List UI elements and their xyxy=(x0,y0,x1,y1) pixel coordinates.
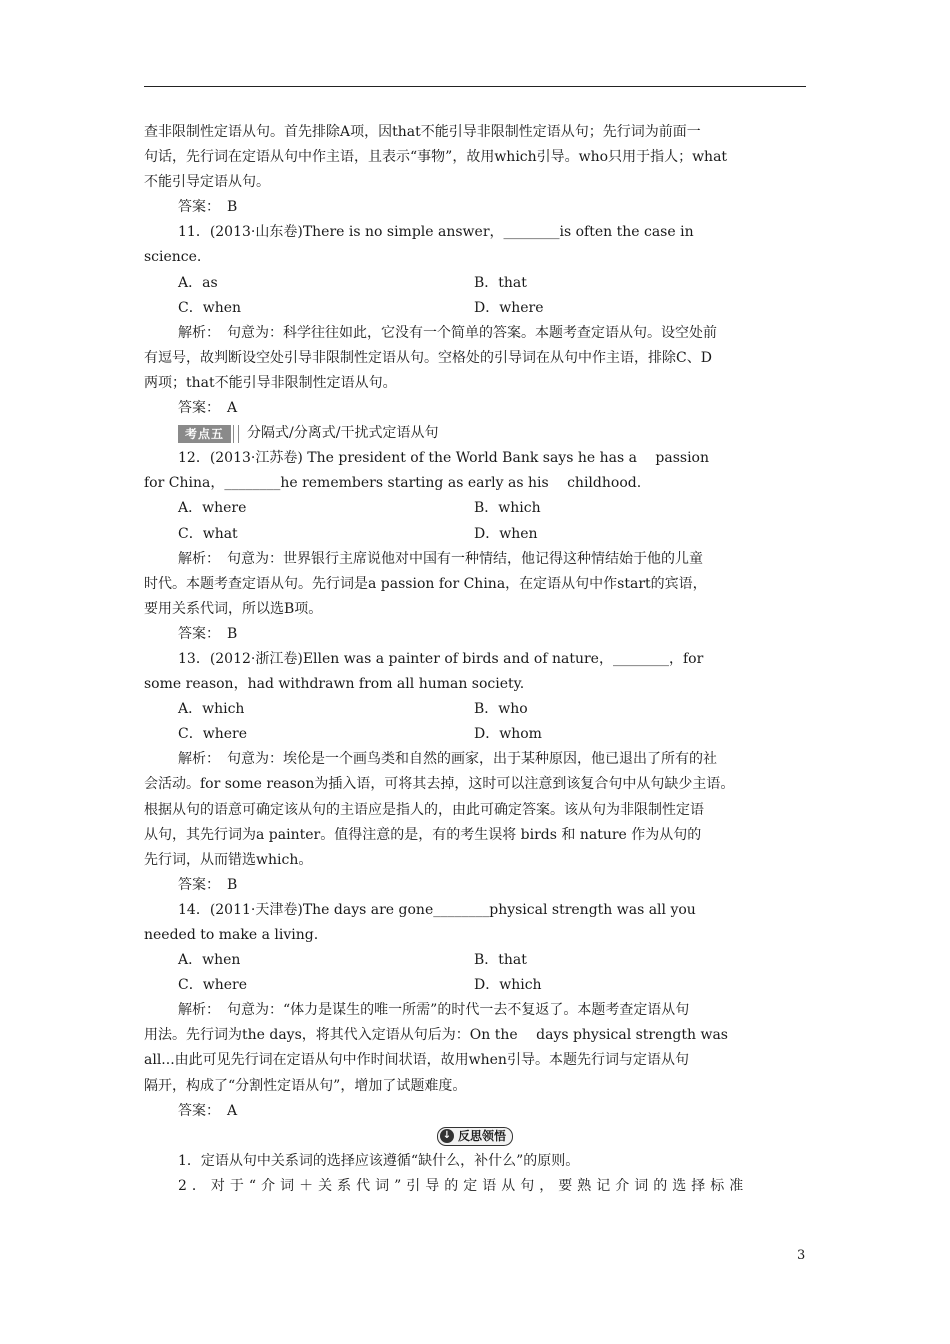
analysis-line: 解析： 句意为：埃伦是一个画鸟类和自然的画家，出于某种原因，他已退出了所有的社 xyxy=(178,751,717,768)
analysis-line: all...由此可见先行词在定语从句中作时间状语，故用when引导。本题先行词与定语从句 xyxy=(144,1052,689,1069)
analysis-line: 时代。本题考查定语从句。先行词是a passion for China，在定语从句中作start的宾语， xyxy=(144,575,707,592)
option: D．when xyxy=(474,525,538,542)
analysis-line: 从句，其先行词为a painter。值得注意的是，有的考生误将 birds 和 nature 作为从句的 xyxy=(144,826,702,843)
option: A．as xyxy=(178,274,218,291)
question-stem: for China，________he remembers starting as early as his childhood. xyxy=(144,475,642,492)
page-content xyxy=(144,120,806,1199)
option: B．that xyxy=(474,952,527,969)
option: A．which xyxy=(178,701,245,718)
analysis-line: 根据从句的语意可确定该从句的主语应是指人的，由此可确定答案。该从句为非限制性定语 xyxy=(144,801,704,818)
analysis-line: 两项；that不能引导非限制性定语从句。 xyxy=(144,374,397,391)
page-number: 3 xyxy=(797,1248,806,1263)
options-row xyxy=(144,973,806,998)
analysis-line: 查非限制性定语从句。首先排除A项，因that不能引导非限制性定语从句；先行词为前面一 xyxy=(144,124,701,140)
option: B．that xyxy=(474,274,527,291)
option: C．where xyxy=(178,977,247,994)
down-arrow-circle-icon: ↓ xyxy=(440,1129,454,1143)
option: A．when xyxy=(178,952,241,969)
options-row xyxy=(144,496,806,521)
reflection-header xyxy=(144,1124,806,1149)
option: C．where xyxy=(178,726,247,743)
option: A．where xyxy=(178,500,247,517)
options-row xyxy=(144,271,806,296)
analysis-line: 句话，先行词在定语从句中作主语，且表示“事物”，故用which引导。who只用于指人；what xyxy=(144,149,728,166)
badge-divider-icon xyxy=(233,425,239,443)
answer-line: 答案： B xyxy=(178,625,238,642)
question-stem: 14．(2011·天津卷)The days are gone________physical strength was all you xyxy=(178,901,696,918)
section-title: 分隔式/分离式/干扰式定语从句 xyxy=(247,425,439,442)
options-row xyxy=(144,522,806,547)
analysis-line: 会活动。for some reason为插入语，可将其去掉，这时可以注意到该复合句中从句缺少主语。 xyxy=(144,776,735,793)
answer-line: 答案： B xyxy=(178,876,238,893)
analysis-line: 用法。先行词为the days，将其代入定语从句后为：On the days physical strength was xyxy=(144,1027,728,1044)
analysis-line: 解析： 句意为：科学往往如此，它没有一个简单的答案。本题考查定语从句。设空处前 xyxy=(178,324,717,341)
question-stem: 11．(2013·山东卷)There is no simple answer，________is often the case in xyxy=(178,224,694,241)
answer-line: 答案： A xyxy=(178,400,238,417)
analysis-line: 先行词，从而错选which。 xyxy=(144,851,313,868)
question-stem: 12．(2013·江苏卷) The president of the World Bank says he has a passion xyxy=(178,450,709,467)
analysis-line: 不能引导定语从句。 xyxy=(144,174,270,191)
option: D．which xyxy=(474,977,542,994)
header-rule xyxy=(144,86,806,87)
reflection-title: 反思领悟 xyxy=(457,1128,506,1143)
question-stem: some reason，had withdrawn from all human society. xyxy=(144,676,525,693)
analysis-line: 隔开，构成了“分割性定语从句”，增加了试题难度。 xyxy=(144,1077,467,1094)
reflection-point: 1．定语从句中关系词的选择应该遵循“缺什么，补什么”的原则。 xyxy=(178,1152,580,1169)
option: C．what xyxy=(178,525,238,542)
analysis-line: 解析： 句意为：“体力是谋生的唯一所需”的时代一去不复返了。本题考查定语从句 xyxy=(178,1002,690,1019)
analysis-line: 解析： 句意为：世界银行主席说他对中国有一种情结，他记得这种情结始于他的儿童 xyxy=(178,550,703,567)
answer-line: 答案： A xyxy=(178,1102,238,1119)
options-row xyxy=(144,722,806,747)
option: D．whom xyxy=(474,726,542,743)
reflection-box xyxy=(437,1127,513,1146)
question-stem: science. xyxy=(144,249,202,266)
option: B．who xyxy=(474,701,528,718)
section-heading xyxy=(144,421,806,446)
question-stem: needed to make a living. xyxy=(144,927,319,943)
reflection-point: 2．对于“介词＋关系代词”引导的定语从句，要熟记介词的选择标准 xyxy=(178,1177,749,1194)
section-badge: 考点五 xyxy=(178,425,231,443)
answer-line: 答案： B xyxy=(178,199,238,216)
option: C．when xyxy=(178,299,242,316)
options-row xyxy=(144,948,806,973)
option: D．where xyxy=(474,299,544,316)
options-row xyxy=(144,296,806,321)
analysis-line: 有逗号，故判断设空处引导非限制性定语从句。空格处的引导词在从句中作主语，排除C、D xyxy=(144,349,712,366)
options-row xyxy=(144,697,806,722)
question-stem: 13．(2012·浙江卷)Ellen was a painter of birds and of nature，________，for xyxy=(178,650,704,667)
option: B．which xyxy=(474,500,541,517)
analysis-line: 要用关系代词，所以选B项。 xyxy=(144,600,323,617)
